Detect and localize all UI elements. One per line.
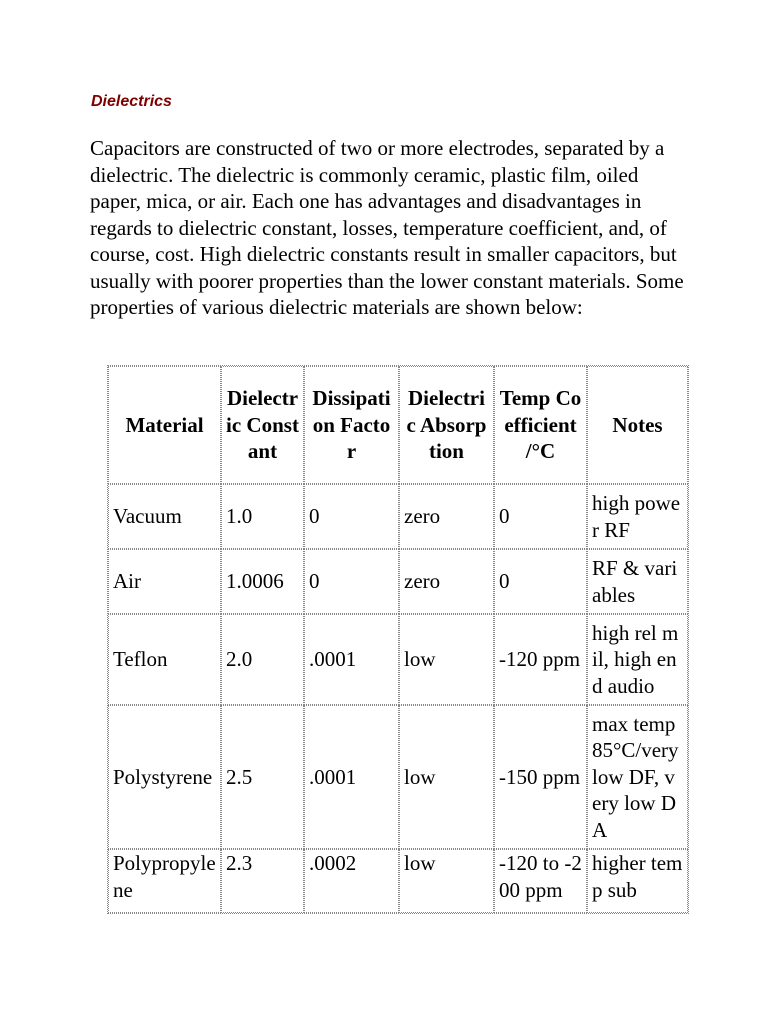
table-header-row xyxy=(108,366,688,484)
intro-paragraph: Capacitors are constructed of two or more electrodes, separated by a dielectric. The dielectric is commonly ceramic, plastic film, oiled paper, mica, or air. Each one has advantages and disadvantages in regards to dielectric constant, losses, temperature coefficient, and, of course, cost. High dielectric constants result in smaller capacitors, but usually with poorer properties than the lower constant materials. Some properties of various dielectric materials are shown below: xyxy=(90,136,684,319)
column-header-material: Material xyxy=(108,366,221,484)
cell-dielectric-absorption: zero xyxy=(399,549,494,614)
cell-dielectric-absorption: low xyxy=(399,705,494,849)
cell-dissipation-factor: .0001 xyxy=(304,614,399,705)
table-row xyxy=(108,705,688,849)
table-row xyxy=(108,484,688,549)
cell-temp-coefficient: 0 xyxy=(494,549,587,614)
cell-temp-coefficient: -150 ppm xyxy=(494,705,587,849)
cell-dielectric-absorption: low xyxy=(399,614,494,705)
cell-notes: high power RF xyxy=(587,484,688,549)
column-header-notes: Notes xyxy=(587,366,688,484)
cell-dielectric-constant: 2.0 xyxy=(221,614,304,705)
column-header-dielectric-constant: Dielectric Constant xyxy=(221,366,304,484)
cell-dielectric-constant: 1.0 xyxy=(221,484,304,549)
cell-temp-coefficient: -120 to -200 ppm xyxy=(494,849,587,913)
cell-dissipation-factor: .0001 xyxy=(304,705,399,849)
cell-temp-coefficient: 0 xyxy=(494,484,587,549)
cell-material: Air xyxy=(108,549,221,614)
dielectric-properties-table xyxy=(107,365,689,914)
cell-dissipation-factor: .0002 xyxy=(304,849,399,913)
table-row xyxy=(108,849,688,913)
column-header-dielectric-absorption: Dielectric Absorption xyxy=(399,366,494,484)
cell-dissipation-factor: 0 xyxy=(304,484,399,549)
cell-notes: max temp 85°C/very low DF, very low DA xyxy=(587,705,688,849)
cell-material: Polypropylene xyxy=(108,849,221,913)
cell-notes: high rel mil, high end audio xyxy=(587,614,688,705)
cell-notes: RF & variables xyxy=(587,549,688,614)
cell-dielectric-absorption: low xyxy=(399,849,494,913)
section-heading: Dielectrics xyxy=(91,93,172,110)
table-row xyxy=(108,614,688,705)
cell-material: Teflon xyxy=(108,614,221,705)
cell-dielectric-constant: 2.3 xyxy=(221,849,304,913)
cell-dissipation-factor: 0 xyxy=(304,549,399,614)
cell-dielectric-constant: 2.5 xyxy=(221,705,304,849)
cell-dielectric-absorption: zero xyxy=(399,484,494,549)
cell-material: Vacuum xyxy=(108,484,221,549)
cell-notes: higher temp sub xyxy=(587,849,688,913)
column-header-temp-coefficient: Temp Coefficient /°C xyxy=(494,366,587,484)
table-row xyxy=(108,549,688,614)
cell-dielectric-constant: 1.0006 xyxy=(221,549,304,614)
cell-material: Polystyrene xyxy=(108,705,221,849)
column-header-dissipation-factor: Dissipation Factor xyxy=(304,366,399,484)
cell-temp-coefficient: -120 ppm xyxy=(494,614,587,705)
